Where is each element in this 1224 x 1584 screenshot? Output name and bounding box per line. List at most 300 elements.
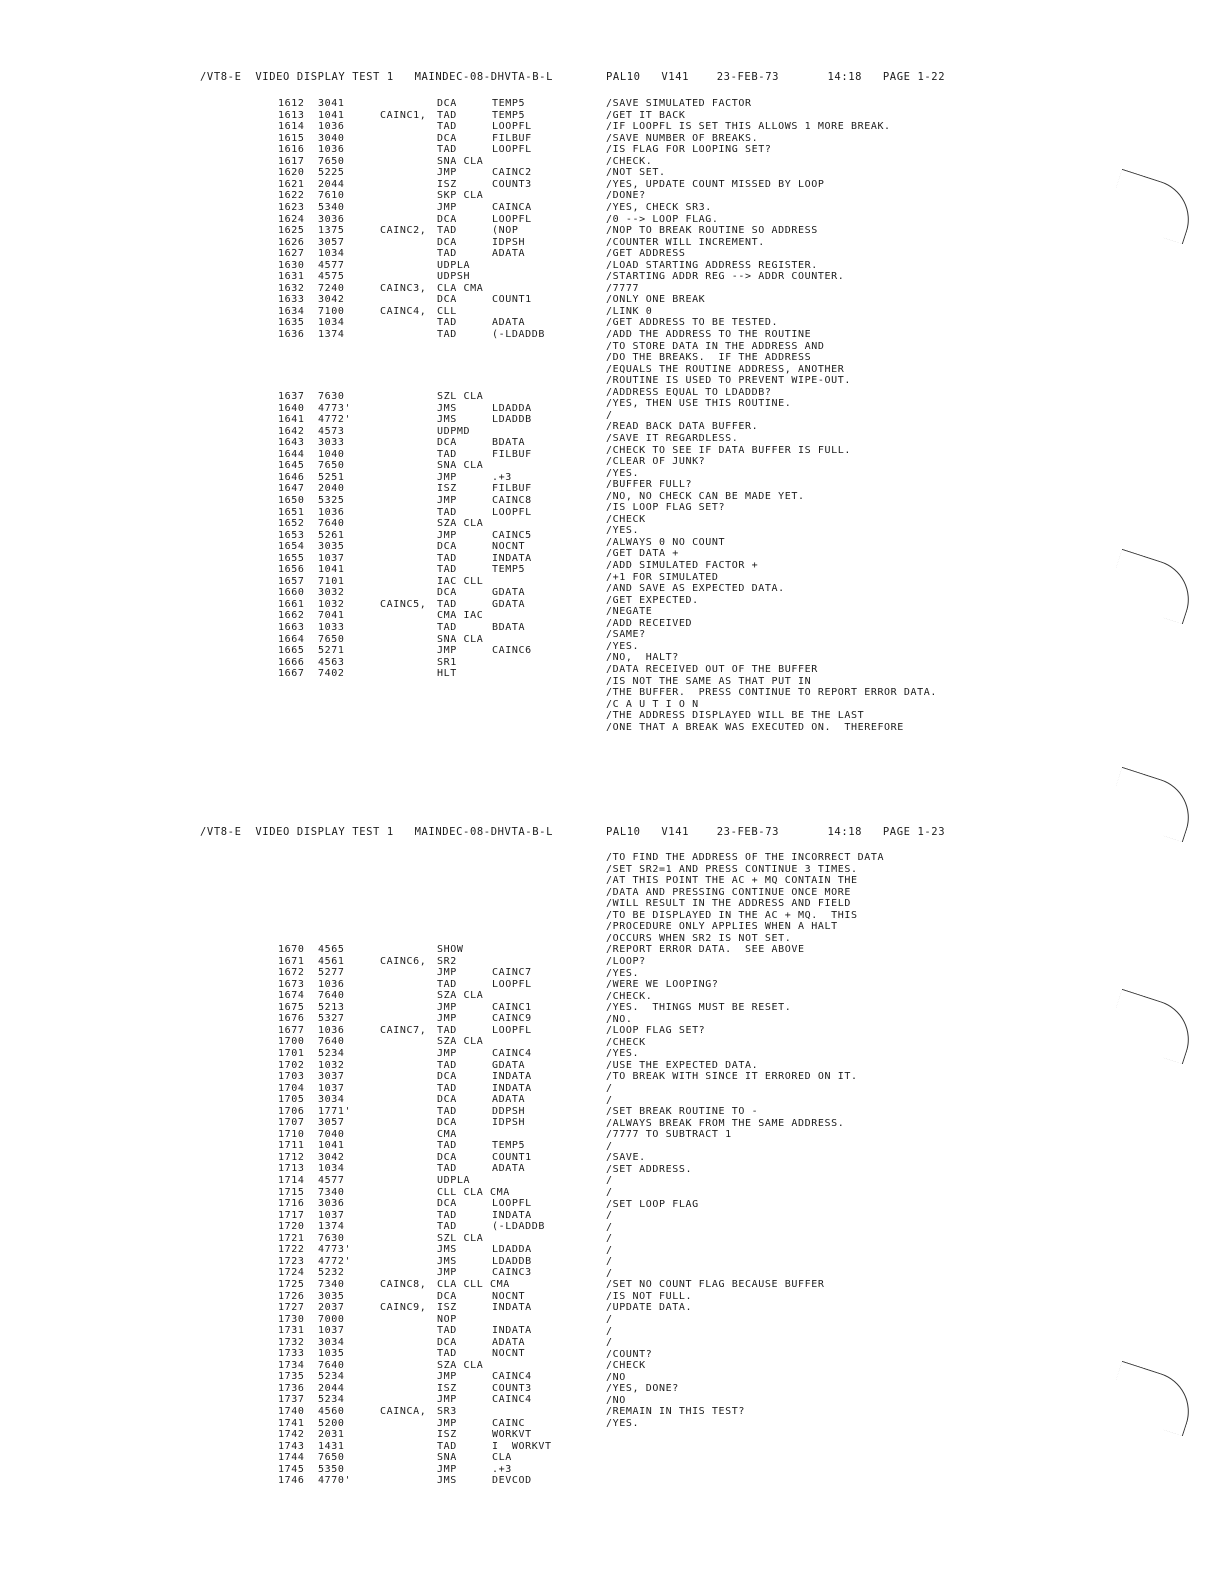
- code-operand: LOOPFL: [492, 144, 532, 156]
- comment-line: /C A U T I O N: [606, 698, 699, 710]
- code-opcode: DCA: [437, 1198, 457, 1210]
- code-line-number: 1625: [278, 225, 305, 237]
- code-label: CAINC2,: [380, 225, 427, 237]
- code-opcode: SR3: [437, 1406, 457, 1417]
- code-opcode: TAD: [437, 552, 457, 564]
- code-octal-value: 7650: [318, 460, 345, 472]
- code-opcode: SKP CLA: [437, 190, 484, 202]
- code-operand: LOOPFL: [492, 121, 532, 133]
- code-opcode: CMA IAC: [437, 610, 484, 622]
- code-opcode: JMP: [437, 1371, 457, 1383]
- code-line-number: 1635: [278, 317, 305, 329]
- code-octal-value: 1036: [318, 121, 345, 133]
- code-octal-value: 1036: [318, 1024, 345, 1036]
- code-line-number: 1633: [278, 294, 305, 306]
- code-line-number: 1620: [278, 167, 305, 179]
- code-operand: (NOP: [492, 225, 519, 237]
- comment-line: /ADD THE ADDRESS TO THE ROUTINE: [606, 329, 812, 340]
- code-line-number: 1617: [278, 155, 305, 167]
- code-operand: LOOPFL: [492, 978, 532, 990]
- code-operand: WORKVT: [492, 1429, 532, 1441]
- code-opcode: JMP: [437, 1463, 457, 1475]
- code-octal-value: 5213: [318, 1001, 345, 1013]
- comment-line: /BUFFER FULL?: [606, 479, 693, 491]
- code-operand: CAINCA: [492, 201, 532, 213]
- code-opcode: SHOW: [437, 944, 464, 955]
- code-line-number: 1705: [278, 1094, 305, 1106]
- code-octal-value: 1771': [318, 1105, 352, 1117]
- code-octal-value: 5200: [318, 1417, 345, 1429]
- comment-line: /COUNT?: [606, 1348, 653, 1360]
- code-line-number: 1621: [278, 178, 305, 190]
- code-octal-value: 3036: [318, 213, 345, 225]
- code-operand: TEMP5: [492, 564, 526, 576]
- code-opcode: DCA: [437, 294, 457, 306]
- comment-line: /CHECK.: [606, 990, 653, 1002]
- comment-line: /IS LOOP FLAG SET?: [606, 502, 726, 514]
- comment-line: /REPORT ERROR DATA. SEE ABOVE: [606, 944, 805, 956]
- code-line-number: 1613: [278, 109, 305, 121]
- code-opcode: DCA: [437, 587, 457, 599]
- comment-line: /SAVE SIMULATED FACTOR: [606, 98, 752, 109]
- comment-line: /SAVE.: [606, 1152, 646, 1164]
- code-opcode: SZL CLA: [437, 391, 484, 402]
- code-opcode: JMP: [437, 167, 457, 179]
- code-opcode: CMA: [437, 1128, 457, 1140]
- code-operand: TEMP5: [492, 98, 526, 109]
- comment-line: /READ BACK DATA BUFFER.: [606, 421, 759, 433]
- comment-line: /CHECK.: [606, 155, 653, 167]
- code-octal-value: 3033: [318, 437, 345, 449]
- comment-line: /GET EXPECTED.: [606, 594, 699, 606]
- code-line-number: 1710: [278, 1128, 305, 1140]
- code-line-number: 1647: [278, 483, 305, 495]
- code-opcode: JMS: [437, 1475, 457, 1487]
- comment-line: /7777: [606, 282, 640, 294]
- comment-line: /SET SR2=1 AND PRESS CONTINUE 3 TIMES.: [606, 863, 858, 875]
- comment-line: /YES, DONE?: [606, 1383, 679, 1395]
- code-octal-value: 1033: [318, 622, 345, 633]
- code-opcode: JMP: [437, 1417, 457, 1429]
- code-octal-value: 1036: [318, 506, 345, 518]
- code-line-number: 1636: [278, 329, 305, 340]
- comment-line: /GET ADDRESS: [606, 248, 686, 260]
- code-opcode: JMP: [437, 1267, 457, 1279]
- code-opcode: TAD: [437, 978, 457, 990]
- code-line-number: 1746: [278, 1475, 305, 1487]
- code-operand: LOOPFL: [492, 506, 532, 518]
- comment-line: /LINK 0: [606, 305, 653, 317]
- code-octal-value: 5234: [318, 1371, 345, 1383]
- code-line-number: 1675: [278, 1001, 305, 1013]
- code-octal-value: 4770': [318, 1475, 352, 1487]
- code-octal-value: 3057: [318, 236, 345, 248]
- code-octal-value: 1041: [318, 109, 345, 121]
- comment-line: /ADDRESS EQUAL TO LDADDB?: [606, 386, 772, 398]
- code-operand: ADATA: [492, 1163, 526, 1175]
- comment-line: /YES.: [606, 1417, 640, 1429]
- code-opcode: JMP: [437, 1001, 457, 1013]
- code-opcode: TAD: [437, 1024, 457, 1036]
- code-octal-value: 5225: [318, 167, 345, 179]
- code-operand: NOCNT: [492, 1348, 526, 1360]
- code-opcode: TAD: [437, 317, 457, 329]
- comment-line: /REMAIN IN THIS TEST?: [606, 1406, 746, 1418]
- code-octal-value: 3040: [318, 132, 345, 144]
- code-octal-value: 7040: [318, 1128, 345, 1140]
- code-opcode: TAD: [437, 1440, 457, 1452]
- code-opcode: JMP: [437, 645, 457, 657]
- code-operand: IDPSH: [492, 1117, 526, 1129]
- comment-line: /NO: [606, 1394, 626, 1406]
- code-octal-value: 7640: [318, 1036, 345, 1048]
- code-line-number: 1622: [278, 190, 305, 202]
- code-operand: CAINC9: [492, 1013, 532, 1025]
- code-octal-value: 3034: [318, 1094, 345, 1106]
- code-operand: INDATA: [492, 552, 532, 564]
- code-operand: CAINC2: [492, 167, 532, 179]
- comment-line: /: [606, 1244, 613, 1256]
- code-line-number: 1651: [278, 506, 305, 518]
- code-opcode: HLT: [437, 668, 457, 680]
- code-operand: LDADDA: [492, 402, 532, 414]
- comment-line: /SAVE NUMBER OF BREAKS.: [606, 132, 759, 144]
- code-opcode: SZA CLA: [437, 1359, 484, 1371]
- code-label: CAINC7,: [380, 1024, 427, 1036]
- code-opcode: SZA CLA: [437, 518, 484, 530]
- code-opcode: SZL CLA: [437, 1232, 484, 1244]
- code-line-number: 1733: [278, 1348, 305, 1360]
- comment-line: /ALWAYS BREAK FROM THE SAME ADDRESS.: [606, 1117, 845, 1129]
- code-opcode: TAD: [437, 329, 457, 340]
- comment-line: /EQUALS THE ROUTINE ADDRESS, ANOTHER: [606, 363, 845, 375]
- code-line-number: 1744: [278, 1452, 305, 1464]
- comment-line: /DATA AND PRESSING CONTINUE ONCE MORE: [606, 886, 851, 898]
- code-line-number: 1723: [278, 1255, 305, 1267]
- comment-line: /NO: [606, 1371, 626, 1383]
- code-label: CAINC1,: [380, 109, 427, 121]
- code-line-number: 1664: [278, 633, 305, 645]
- code-octal-value: 1374: [318, 1221, 345, 1233]
- code-line-number: 1657: [278, 575, 305, 587]
- comment-line: /0 --> LOOP FLAG.: [606, 213, 719, 225]
- code-opcode: TAD: [437, 448, 457, 460]
- code-octal-value: 7650: [318, 1452, 345, 1464]
- code-octal-value: 1035: [318, 1348, 345, 1360]
- comment-line: /IS FLAG FOR LOOPING SET?: [606, 144, 772, 156]
- code-opcode: DCA: [437, 1151, 457, 1163]
- comment-line: /: [606, 1325, 613, 1337]
- code-line-number: 1720: [278, 1221, 305, 1233]
- code-line-number: 1630: [278, 259, 305, 271]
- code-octal-value: 5350: [318, 1463, 345, 1475]
- code-octal-value: 4772': [318, 1255, 352, 1267]
- code-line-number: 1652: [278, 518, 305, 530]
- comment-line: /IS NOT THE SAME AS THAT PUT IN: [606, 675, 812, 687]
- code-opcode: TAD: [437, 1209, 457, 1221]
- code-line-number: 1614: [278, 121, 305, 133]
- code-octal-value: 4560: [318, 1406, 345, 1417]
- code-line-number: 1654: [278, 541, 305, 553]
- code-operand: INDATA: [492, 1209, 532, 1221]
- code-operand: IDPSH: [492, 236, 526, 248]
- code-line-number: 1700: [278, 1036, 305, 1048]
- code-octal-value: 2044: [318, 1382, 345, 1394]
- code-opcode: TAD: [437, 564, 457, 576]
- comment-line: /THE BUFFER. PRESS CONTINUE TO REPORT ERROR DATA.: [606, 687, 938, 699]
- code-operand: CAINC3: [492, 1267, 532, 1279]
- code-octal-value: 7630: [318, 391, 345, 402]
- code-octal-value: 4773': [318, 402, 352, 414]
- page-header-left: /VT8-E VIDEO DISPLAY TEST 1 MAINDEC-08-DHVTA-B-L: [200, 826, 553, 838]
- comment-line: /STARTING ADDR REG --> ADDR COUNTER.: [606, 271, 845, 283]
- comment-line: /CHECK: [606, 513, 646, 525]
- code-opcode: DCA: [437, 1290, 457, 1302]
- code-octal-value: 7640: [318, 518, 345, 530]
- code-line-number: 1644: [278, 448, 305, 460]
- code-line-number: 1742: [278, 1429, 305, 1441]
- code-line-number: 1616: [278, 144, 305, 156]
- comment-line: /YES, THEN USE THIS ROUTINE.: [606, 398, 792, 410]
- code-operand: CAINC: [492, 1417, 526, 1429]
- comment-line: /ONLY ONE BREAK: [606, 294, 706, 306]
- code-octal-value: 1041: [318, 564, 345, 576]
- comment-line: /SET NO COUNT FLAG BECAUSE BUFFER: [606, 1279, 825, 1291]
- code-label: CAINC9,: [380, 1302, 427, 1314]
- code-opcode: CLL: [437, 305, 457, 317]
- code-octal-value: 1036: [318, 144, 345, 156]
- binder-hole-mark: [1106, 767, 1199, 842]
- comment-line: /GET IT BACK: [606, 109, 686, 121]
- code-line-number: 1721: [278, 1232, 305, 1244]
- code-line-number: 1717: [278, 1209, 305, 1221]
- code-label: CAINC4,: [380, 305, 427, 317]
- code-operand: NOCNT: [492, 1290, 526, 1302]
- code-opcode: TAD: [437, 144, 457, 156]
- comment-line: /: [606, 1233, 613, 1245]
- code-line-number: 1731: [278, 1325, 305, 1337]
- comment-line: /: [606, 409, 613, 421]
- code-opcode: ISZ: [437, 178, 457, 190]
- comment-line: /YES.: [606, 1048, 640, 1060]
- code-operand: LOOPFL: [492, 213, 532, 225]
- code-octal-value: 7650: [318, 633, 345, 645]
- code-octal-value: 1032: [318, 598, 345, 610]
- code-opcode: UDPSH: [437, 271, 471, 283]
- code-octal-value: 1040: [318, 448, 345, 460]
- code-line-number: 1704: [278, 1082, 305, 1094]
- code-line-number: 1632: [278, 282, 305, 294]
- code-opcode: UDPLA: [437, 1175, 471, 1186]
- comment-line: /LOOP?: [606, 955, 646, 967]
- comment-line: /YES, CHECK SR3.: [606, 201, 712, 213]
- code-line-number: 1663: [278, 622, 305, 633]
- code-operand: INDATA: [492, 1082, 532, 1094]
- code-line-number: 1634: [278, 305, 305, 317]
- code-line-number: 1713: [278, 1163, 305, 1175]
- comment-line: /SET LOOP FLAG: [606, 1198, 699, 1210]
- comment-line: /IF LOOPFL IS SET THIS ALLOWS 1 MORE BREAK.: [606, 121, 891, 133]
- code-label: CAINCA,: [380, 1406, 427, 1417]
- comment-line: /IS NOT FULL.: [606, 1290, 693, 1302]
- code-operand: CAINC4: [492, 1371, 532, 1383]
- comment-line: /: [606, 1314, 613, 1325]
- code-octal-value: 7630: [318, 1232, 345, 1244]
- code-opcode: TAD: [437, 121, 457, 133]
- comment-line: /NEGATE: [606, 606, 653, 618]
- code-line-number: 1732: [278, 1336, 305, 1348]
- code-line-number: 1737: [278, 1394, 305, 1406]
- code-operand: CAINC4: [492, 1047, 532, 1059]
- comment-line: /: [606, 1094, 613, 1106]
- code-operand: CAINC4: [492, 1394, 532, 1406]
- code-octal-value: 1374: [318, 329, 345, 340]
- code-line-number: 1716: [278, 1198, 305, 1210]
- comment-line: /CHECK TO SEE IF DATA BUFFER IS FULL.: [606, 444, 851, 456]
- code-octal-value: 7101: [318, 575, 345, 587]
- comment-line: /LOOP FLAG SET?: [606, 1025, 706, 1037]
- comment-line: /YES.: [606, 467, 640, 479]
- code-octal-value: 2037: [318, 1302, 345, 1314]
- code-opcode: JMP: [437, 1047, 457, 1059]
- code-operand: (-LDADDB: [492, 329, 545, 340]
- code-octal-value: 3034: [318, 1336, 345, 1348]
- code-opcode: IAC CLL: [437, 575, 484, 587]
- code-octal-value: 5251: [318, 471, 345, 483]
- code-operand: FILBUF: [492, 483, 532, 495]
- code-operand: .+3: [492, 471, 512, 483]
- code-opcode: CLL CLA CMA: [437, 1186, 510, 1198]
- code-line-number: 1661: [278, 598, 305, 610]
- code-octal-value: 7402: [318, 668, 345, 680]
- code-octal-value: 3032: [318, 587, 345, 599]
- comment-line: /: [606, 1140, 613, 1152]
- comment-line: /: [606, 1083, 613, 1094]
- code-octal-value: 7000: [318, 1313, 345, 1325]
- comment-line: /DATA RECEIVED OUT OF THE BUFFER: [606, 663, 818, 675]
- code-operand: I WORKVT: [492, 1440, 552, 1452]
- code-octal-value: 2040: [318, 483, 345, 495]
- code-opcode: SNA CLA: [437, 460, 484, 472]
- comment-line: /SET ADDRESS.: [606, 1163, 693, 1175]
- code-opcode: JMP: [437, 1013, 457, 1025]
- code-opcode: TAD: [437, 1221, 457, 1233]
- code-line-number: 1736: [278, 1382, 305, 1394]
- code-operand: LDADDB: [492, 414, 532, 426]
- code-octal-value: 1037: [318, 1082, 345, 1094]
- code-line-number: 1701: [278, 1047, 305, 1059]
- code-octal-value: 5325: [318, 494, 345, 506]
- code-line-number: 1612: [278, 98, 305, 109]
- code-operand: ADATA: [492, 1336, 526, 1348]
- code-operand: LDADDA: [492, 1244, 532, 1256]
- code-opcode: TAD: [437, 1348, 457, 1360]
- comment-line: /SAME?: [606, 629, 646, 641]
- comment-line: /ADD RECEIVED: [606, 617, 693, 629]
- code-line-number: 1677: [278, 1024, 305, 1036]
- code-operand: ADATA: [492, 1094, 526, 1106]
- code-octal-value: 1036: [318, 978, 345, 990]
- code-operand: LOOPFL: [492, 1198, 532, 1210]
- comment-line: /CHECK: [606, 1360, 646, 1372]
- code-octal-value: 5232: [318, 1267, 345, 1279]
- code-line-number: 1726: [278, 1290, 305, 1302]
- comment-line: /+1 FOR SIMULATED: [606, 571, 719, 583]
- binder-hole-mark: [1106, 1361, 1199, 1436]
- code-opcode: TAD: [437, 225, 457, 237]
- comment-line: /UPDATE DATA.: [606, 1302, 693, 1314]
- code-opcode: NOP: [437, 1313, 457, 1325]
- code-line-number: 1703: [278, 1071, 305, 1083]
- code-line-number: 1653: [278, 529, 305, 541]
- code-octal-value: 7340: [318, 1186, 345, 1198]
- comment-line: /SET BREAK ROUTINE TO -: [606, 1106, 759, 1118]
- code-octal-value: 3042: [318, 294, 345, 306]
- comment-line: /: [606, 1256, 613, 1268]
- comment-line: /TO STORE DATA IN THE ADDRESS AND: [606, 340, 825, 352]
- code-line-number: 1626: [278, 236, 305, 248]
- code-line-number: 1674: [278, 990, 305, 1002]
- code-opcode: JMS: [437, 414, 457, 426]
- code-octal-value: 5327: [318, 1013, 345, 1025]
- comment-line: /GET DATA +: [606, 548, 679, 560]
- code-octal-value: 7240: [318, 282, 345, 294]
- code-line-number: 1631: [278, 271, 305, 283]
- code-opcode: TAD: [437, 248, 457, 260]
- code-octal-value: 5340: [318, 201, 345, 213]
- code-line-number: 1671: [278, 955, 305, 967]
- code-line-number: 1734: [278, 1359, 305, 1371]
- code-octal-value: 7610: [318, 190, 345, 202]
- code-line-number: 1673: [278, 978, 305, 990]
- comment-line: /PROCEDURE ONLY APPLIES WHEN A HALT: [606, 921, 838, 933]
- code-operand: LDADDB: [492, 1255, 532, 1267]
- comment-line: /DONE?: [606, 190, 646, 202]
- code-octal-value: 5271: [318, 645, 345, 657]
- code-octal-value: 7340: [318, 1278, 345, 1290]
- comment-line: /7777 TO SUBTRACT 1: [606, 1129, 732, 1141]
- code-line-number: 1741: [278, 1417, 305, 1429]
- code-opcode: JMP: [437, 471, 457, 483]
- code-opcode: DCA: [437, 1117, 457, 1129]
- code-octal-value: 3057: [318, 1117, 345, 1129]
- comment-line: /NOP TO BREAK ROUTINE SO ADDRESS: [606, 225, 818, 237]
- code-octal-value: 5234: [318, 1394, 345, 1406]
- comment-line: /SAVE IT REGARDLESS.: [606, 432, 739, 444]
- binder-hole-mark: [1106, 549, 1199, 624]
- code-line-number: 1672: [278, 967, 305, 979]
- code-operand: GDATA: [492, 587, 526, 599]
- code-opcode: DCA: [437, 1094, 457, 1106]
- code-opcode: DCA: [437, 98, 457, 109]
- code-label: CAINC8,: [380, 1278, 427, 1290]
- code-operand: INDATA: [492, 1302, 532, 1314]
- code-operand: INDATA: [492, 1071, 532, 1083]
- comment-line: /ALWAYS 0 NO COUNT: [606, 536, 726, 548]
- code-octal-value: 1041: [318, 1140, 345, 1152]
- code-line-number: 1711: [278, 1140, 305, 1152]
- code-opcode: DCA: [437, 236, 457, 248]
- code-line-number: 1707: [278, 1117, 305, 1129]
- code-opcode: JMP: [437, 529, 457, 541]
- code-opcode: JMS: [437, 402, 457, 414]
- code-operand: CAINC6: [492, 645, 532, 657]
- code-line-number: 1656: [278, 564, 305, 576]
- code-line-number: 1646: [278, 471, 305, 483]
- page-header-right: PAL10 V141 23-FEB-73 14:18 PAGE 1-23: [606, 826, 946, 838]
- code-operand: NOCNT: [492, 541, 526, 553]
- code-line-number: 1641: [278, 414, 305, 426]
